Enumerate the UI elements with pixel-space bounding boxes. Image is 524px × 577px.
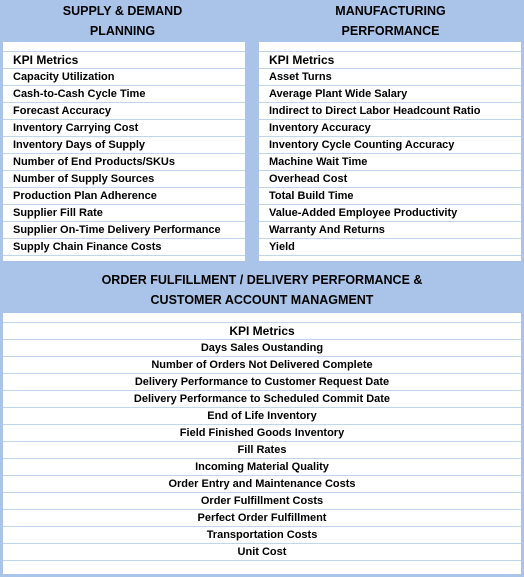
list-item: Supply Chain Finance Costs (3, 239, 245, 256)
list-item: Field Finished Goods Inventory (3, 425, 521, 442)
list-item: Number of Supply Sources (3, 171, 245, 188)
manufacturing-title-line2: PERFORMANCE (341, 24, 440, 38)
list-item: Asset Turns (259, 69, 521, 86)
list-item: Days Sales Oustanding (3, 340, 521, 357)
list-item: Fill Rates (3, 442, 521, 459)
list-item: Production Plan Adherence (3, 188, 245, 205)
list-item: Delivery Performance to Scheduled Commit Date (3, 391, 521, 408)
manufacturing-panel (259, 42, 521, 261)
spacer-row (3, 313, 521, 323)
list-item: Order Entry and Maintenance Costs (3, 476, 521, 493)
list-item: Order Fulfillment Costs (3, 493, 521, 510)
list-item: Average Plant Wide Salary (259, 86, 521, 103)
order-fulfillment-title-line2: CUSTOMER ACCOUNT MANAGMENT (150, 293, 374, 307)
order-fulfillment-header (0, 268, 524, 312)
list-item: Supplier Fill Rate (3, 205, 245, 222)
list-item: Overhead Cost (259, 171, 521, 188)
list-item: Unit Cost (3, 544, 521, 561)
supply-demand-title-line1: SUPPLY & DEMAND (62, 4, 183, 18)
order-fulfillment-kpi-header: KPI Metrics (3, 323, 521, 340)
list-item: Warranty And Returns (259, 222, 521, 239)
order-fulfillment-panel (3, 313, 521, 574)
supply-demand-title-line2: PLANNING (89, 24, 156, 38)
list-item: Indirect to Direct Labor Headcount Ratio (259, 103, 521, 120)
manufacturing-header (257, 0, 524, 42)
list-item: Machine Wait Time (259, 154, 521, 171)
list-item: Incoming Material Quality (3, 459, 521, 476)
spacer-row (3, 42, 245, 52)
manufacturing-title-line1: MANUFACTURING (335, 4, 446, 18)
list-item: Inventory Cycle Counting Accuracy (259, 137, 521, 154)
list-item: Cash-to-Cash Cycle Time (3, 86, 245, 103)
supply-demand-panel (3, 42, 245, 261)
list-item: Supplier On-Time Delivery Performance (3, 222, 245, 239)
list-item: Value-Added Employee Productivity (259, 205, 521, 222)
supply-demand-header (0, 0, 245, 42)
list-item: Inventory Accuracy (259, 120, 521, 137)
list-item: Delivery Performance to Customer Request Date (3, 374, 521, 391)
order-fulfillment-title-line1: ORDER FULFILLMENT / DELIVERY PERFORMANCE & (101, 273, 423, 287)
list-item: Inventory Days of Supply (3, 137, 245, 154)
list-item: Number of End Products/SKUs (3, 154, 245, 171)
list-item: Yield (259, 239, 521, 256)
manufacturing-kpi-header: KPI Metrics (259, 52, 521, 69)
list-item: Inventory Carrying Cost (3, 120, 245, 137)
list-item: Capacity Utilization (3, 69, 245, 86)
list-item: Number of Orders Not Delivered Complete (3, 357, 521, 374)
list-item: Total Build Time (259, 188, 521, 205)
list-item: Perfect Order Fulfillment (3, 510, 521, 527)
list-item: Forecast Accuracy (3, 103, 245, 120)
spacer-row (259, 42, 521, 52)
list-item: End of Life Inventory (3, 408, 521, 425)
supply-demand-kpi-header: KPI Metrics (3, 52, 245, 69)
list-item: Transportation Costs (3, 527, 521, 544)
